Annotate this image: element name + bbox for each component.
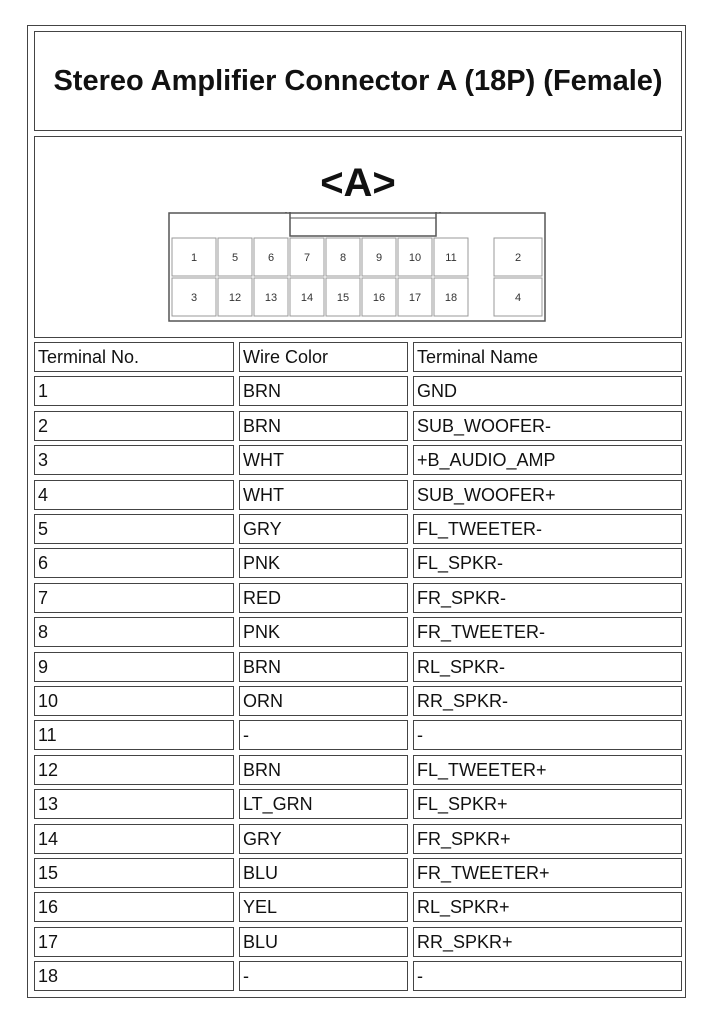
cell-terminal-no: 9: [34, 652, 234, 682]
pin-number: 1: [190, 252, 198, 264]
cell-terminal-no: 13: [34, 789, 234, 819]
cell-wire-color: LT_GRN: [239, 789, 408, 819]
cell-terminal-name: FL_SPKR+: [413, 789, 682, 819]
page-title: Stereo Amplifier Connector A (18P) (Female): [53, 64, 663, 97]
pin-number: 12: [228, 292, 242, 304]
table-row: [34, 961, 682, 991]
cell-wire-color: YEL: [239, 892, 408, 922]
cell-terminal-name: FR_TWEETER-: [413, 617, 682, 647]
cell-wire-color: BRN: [239, 755, 408, 785]
table-row: [34, 858, 682, 888]
cell-wire-color: PNK: [239, 548, 408, 578]
cell-terminal-no: 6: [34, 548, 234, 578]
cell-terminal-name: -: [413, 720, 682, 750]
pin-number: 6: [267, 252, 275, 264]
cell-terminal-no: 16: [34, 892, 234, 922]
cell-terminal-no: 10: [34, 686, 234, 716]
table-row: [34, 411, 682, 441]
cell-wire-color: GRY: [239, 824, 408, 854]
pin-number: 4: [514, 292, 522, 304]
connector-label: <A>: [320, 161, 396, 205]
table-header-row: [34, 342, 682, 372]
table-row: [34, 824, 682, 854]
cell-terminal-name: RL_SPKR+: [413, 892, 682, 922]
header-terminal-name: Terminal Name: [413, 342, 682, 372]
cell-wire-color: -: [239, 720, 408, 750]
cell-terminal-no: 17: [34, 927, 234, 957]
cell-terminal-name: FL_SPKR-: [413, 548, 682, 578]
cell-wire-color: BRN: [239, 376, 408, 406]
pin-number: 7: [303, 252, 311, 264]
cell-wire-color: ORN: [239, 686, 408, 716]
pin-number: 14: [300, 292, 314, 304]
cell-wire-color: BRN: [239, 652, 408, 682]
pin-number: 8: [339, 252, 347, 264]
table-row: [34, 617, 682, 647]
cell-terminal-name: RR_SPKR-: [413, 686, 682, 716]
pin-number: 2: [514, 252, 522, 264]
cell-terminal-no: 3: [34, 445, 234, 475]
table-row: [34, 892, 682, 922]
table-row: [34, 789, 682, 819]
cell-wire-color: BLU: [239, 858, 408, 888]
cell-terminal-name: +B_AUDIO_AMP: [413, 445, 682, 475]
table-row: [34, 720, 682, 750]
table-row: [34, 514, 682, 544]
table-row: [34, 927, 682, 957]
table-row: [34, 755, 682, 785]
header-terminal-no: Terminal No.: [34, 342, 234, 372]
pin-number: 10: [408, 252, 422, 264]
pin-number: 15: [336, 292, 350, 304]
cell-terminal-name: RL_SPKR-: [413, 652, 682, 682]
cell-wire-color: RED: [239, 583, 408, 613]
cell-terminal-name: GND: [413, 376, 682, 406]
table-row: [34, 480, 682, 510]
pin-number: 11: [445, 252, 457, 264]
cell-terminal-no: 12: [34, 755, 234, 785]
title-box: [34, 31, 682, 131]
cell-terminal-name: FR_TWEETER+: [413, 858, 682, 888]
cell-terminal-name: FR_SPKR-: [413, 583, 682, 613]
table-row: [34, 376, 682, 406]
cell-wire-color: BLU: [239, 927, 408, 957]
table-row: [34, 652, 682, 682]
pin-number: 17: [408, 292, 422, 304]
cell-terminal-no: 18: [34, 961, 234, 991]
header-wire-color: Wire Color: [239, 342, 408, 372]
cell-terminal-no: 8: [34, 617, 234, 647]
pin-number: 5: [231, 252, 239, 264]
cell-terminal-name: FL_TWEETER-: [413, 514, 682, 544]
pin-number: 16: [372, 292, 386, 304]
connector-diagram-box: [34, 136, 682, 338]
cell-wire-color: PNK: [239, 617, 408, 647]
pin-number: 9: [375, 252, 383, 264]
table-row: [34, 583, 682, 613]
cell-wire-color: -: [239, 961, 408, 991]
table-row: [34, 445, 682, 475]
cell-wire-color: BRN: [239, 411, 408, 441]
cell-terminal-name: FR_SPKR+: [413, 824, 682, 854]
cell-terminal-name: SUB_WOOFER+: [413, 480, 682, 510]
cell-terminal-no: 2: [34, 411, 234, 441]
cell-wire-color: WHT: [239, 480, 408, 510]
cell-terminal-name: FL_TWEETER+: [413, 755, 682, 785]
pin-number: 18: [444, 292, 458, 304]
cell-wire-color: WHT: [239, 445, 408, 475]
cell-terminal-name: RR_SPKR+: [413, 927, 682, 957]
cell-terminal-no: 1: [34, 376, 234, 406]
cell-terminal-name: SUB_WOOFER-: [413, 411, 682, 441]
cell-terminal-no: 4: [34, 480, 234, 510]
cell-terminal-name: -: [413, 961, 682, 991]
pin-number: 3: [190, 292, 198, 304]
cell-terminal-no: 5: [34, 514, 234, 544]
cell-terminal-no: 7: [34, 583, 234, 613]
cell-terminal-no: 14: [34, 824, 234, 854]
cell-terminal-no: 15: [34, 858, 234, 888]
table-row: [34, 686, 682, 716]
cell-terminal-no: 11: [34, 720, 234, 750]
connector-diagram: [168, 212, 548, 324]
cell-wire-color: GRY: [239, 514, 408, 544]
pin-number: 13: [264, 292, 278, 304]
table-row: [34, 548, 682, 578]
